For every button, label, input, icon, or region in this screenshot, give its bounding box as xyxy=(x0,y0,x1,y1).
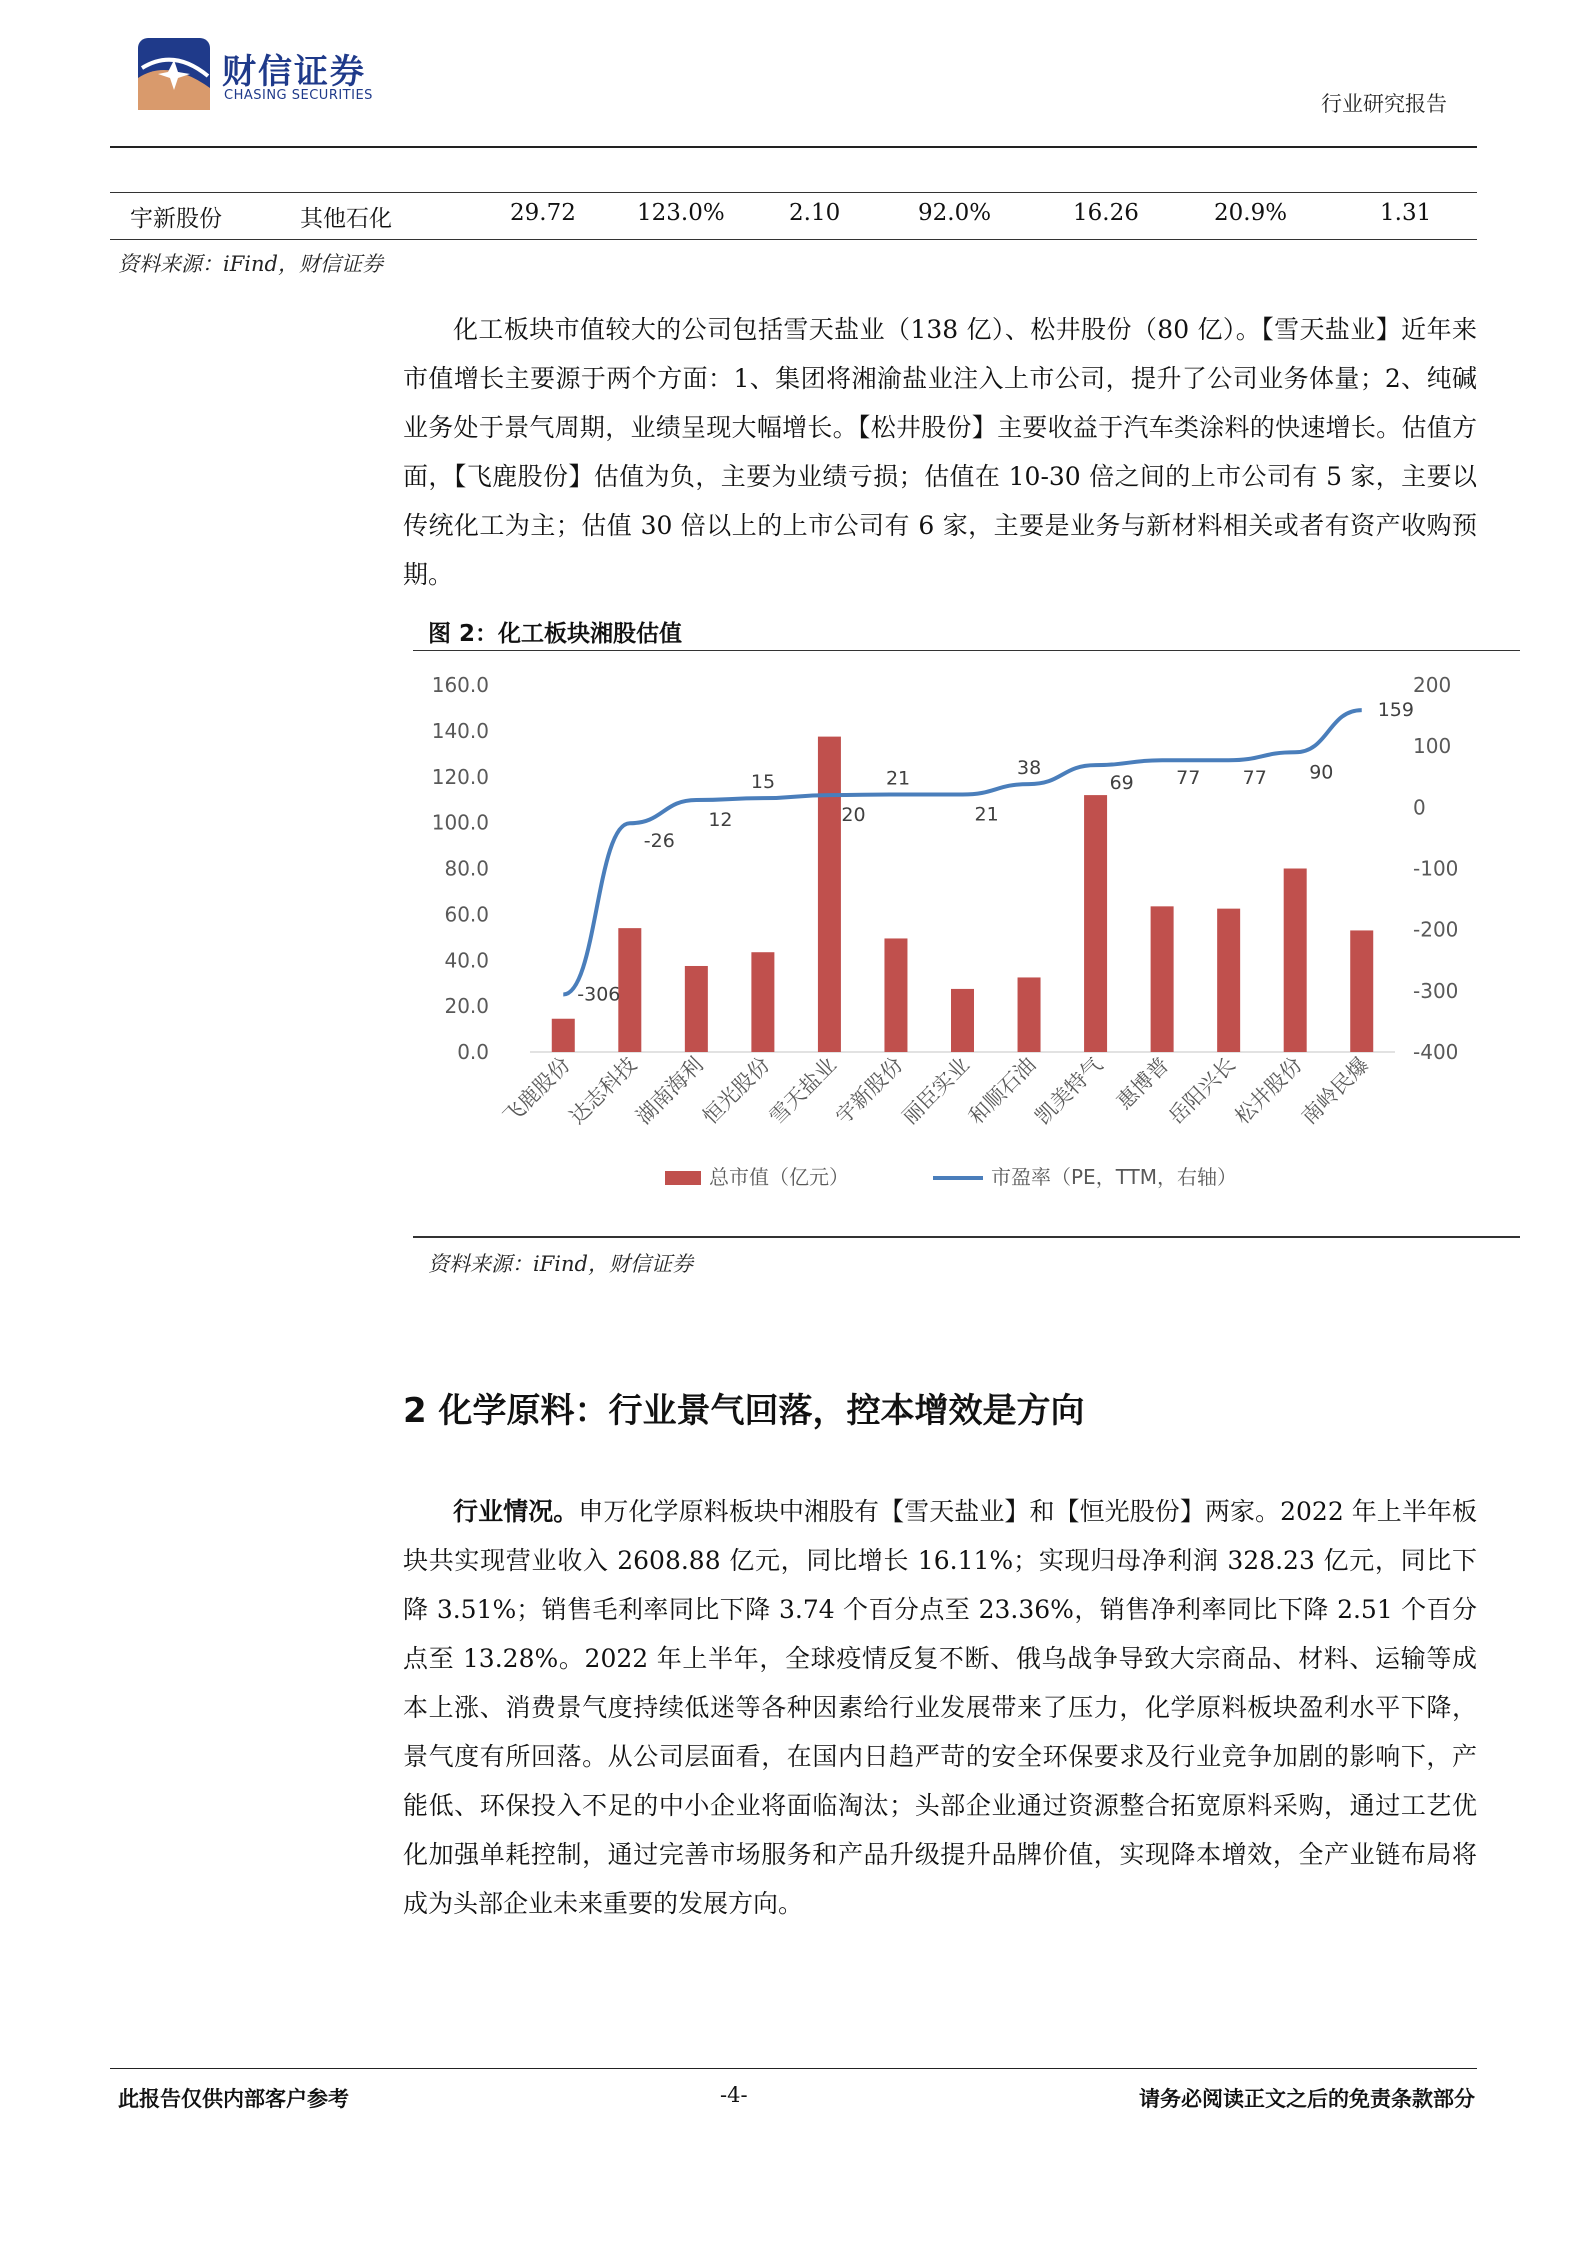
bar-market-cap xyxy=(884,938,907,1052)
bar-market-cap xyxy=(1018,977,1041,1052)
bar-market-cap xyxy=(552,1019,575,1052)
right-axis-tick-label: -300 xyxy=(1413,978,1459,1003)
left-axis-tick-label: 40.0 xyxy=(444,948,489,973)
bar-market-cap xyxy=(1084,795,1107,1052)
body-paragraph: 化工板块市值较大的公司包括雪天盐业（138 亿）、松井股份（80 亿）。【雪天盐业】近年来市值增长主要源于两个方面：1、集团将湘渝盐业注入上市公司，提升了公司业务体量；2、纯碱业务处于景气周期，业绩呈现大幅增长。【松井股份】主要收益于汽车类涂料的快速增长。估值方面，【飞鹿股份】估值为负，主要为业绩亏损；估值在 10-30 倍之间的上市公司有 5 家，主要以传统化工为主；估值 30 倍以上的上市公司有 6 家，主要是业务与新材料相关或者有资产收购预期。 xyxy=(403,315,1477,589)
right-axis-tick-label: -400 xyxy=(1413,1040,1459,1064)
valuation-chart xyxy=(413,652,1520,1236)
page-number: -4- xyxy=(720,2083,748,2107)
left-axis-tick-label: 20.0 xyxy=(444,994,489,1019)
table-cell-value: 123.0% xyxy=(637,200,725,226)
right-axis-tick-label: 100 xyxy=(1413,734,1452,759)
category-label: 岳阳兴长 xyxy=(1163,1052,1241,1129)
pe-data-label: 12 xyxy=(708,808,733,831)
paragraph-body: 申万化学原料板块中湘股有【雪天盐业】和【恒光股份】两家。2022 年上半年板块共实现营业收入 2608.88 亿元，同比增长 16.11%；实现归母净利润 328.23 亿元，同比下降 3.51%；销售毛利率同比下降 3.74 个百分点至 23.36%，销售净利率同比下降 2.51 个百分点至 13.28%。2022 年上半年，全球疫情反复不断、俄乌战争导致大宗商品、材料、运输等成本上涨、消费景气度持续低迷等各种因素给行业发展带来了压力，化学原料板块盈利水平下降，景气度有所回落。从公司层面看，在国内日趋严苛的安全环保要求及行业竞争加剧的影响下，产能低、环保投入不足的中小企业将面临淘汰；头部企业通过资源整合拓宽原料采购，通过工艺优化加强单耗控制，通过完善市场服务和产品升级提升品牌价值，实现降本增效，全产业链布局将成为头部企业未来重要的发展方向。 xyxy=(403,1497,1477,1918)
figure-source-note: 资料来源：iFind，财信证券 xyxy=(428,1252,693,1276)
category-label: 雪天盐业 xyxy=(764,1052,841,1129)
pe-data-label: 77 xyxy=(1176,767,1201,790)
right-axis-tick-label: -100 xyxy=(1413,856,1459,881)
footer-notice: 请务必阅读正文之后的免责条款部分 xyxy=(1139,2086,1475,2111)
pe-data-label: 21 xyxy=(974,803,999,826)
right-axis-tick-label: 200 xyxy=(1413,673,1452,697)
table-cell-value: 20.9% xyxy=(1214,200,1288,226)
left-axis xyxy=(432,673,489,1064)
pe-data-label: 15 xyxy=(750,771,776,794)
table-cell-value: 2.10 xyxy=(789,200,841,226)
pe-data-label: 159 xyxy=(1377,699,1414,722)
table-source-note: 资料来源：iFind，财信证券 xyxy=(118,252,383,276)
category-label: 飞鹿股份 xyxy=(498,1052,575,1129)
pe-data-label: 69 xyxy=(1109,772,1134,795)
figure-bottom-rule xyxy=(413,1236,1520,1238)
logo-text-en: CHASING SECURITIES xyxy=(224,88,373,103)
table-top-rule xyxy=(110,192,1477,193)
category-label: 恒光股份 xyxy=(698,1052,775,1129)
header-divider xyxy=(110,146,1477,148)
legend-label-pe: 市盈率（PE，TTM，右轴） xyxy=(991,1165,1238,1189)
category-labels xyxy=(498,1053,1373,1129)
paragraph-lead: 行业情况。 xyxy=(453,1497,579,1526)
category-label: 松井股份 xyxy=(1230,1052,1307,1129)
pe-data-label: 20 xyxy=(841,804,866,827)
right-axis xyxy=(1413,673,1458,1064)
bar-market-cap xyxy=(1284,869,1307,1053)
bar-market-cap xyxy=(1350,930,1373,1052)
table-bottom-rule xyxy=(110,239,1477,240)
left-axis-tick-label: 80.0 xyxy=(444,856,489,881)
footer-divider xyxy=(110,2068,1477,2069)
table-cell-value: 92.0% xyxy=(918,200,992,226)
table-cell-value: 16.26 xyxy=(1073,200,1139,226)
report-type-label: 行业研究报告 xyxy=(1321,92,1447,116)
bar-market-cap xyxy=(751,952,774,1052)
category-label: 惠博普 xyxy=(1112,1052,1174,1115)
table-cell-industry: 其他石化 xyxy=(300,206,392,232)
right-axis-tick-label: 0 xyxy=(1413,795,1426,820)
pe-data-label: -306 xyxy=(577,983,621,1006)
bar-market-cap xyxy=(685,966,708,1052)
left-axis-tick-label: 140.0 xyxy=(431,718,489,743)
pe-data-label: 38 xyxy=(1017,757,1042,780)
left-axis-tick-label: 160.0 xyxy=(431,673,489,697)
category-label: 湖南海利 xyxy=(631,1052,708,1129)
left-axis-tick-label: 100.0 xyxy=(431,810,489,835)
company-logo-icon xyxy=(138,38,210,110)
pe-data-label: 77 xyxy=(1242,767,1267,790)
bar-market-cap xyxy=(1217,909,1240,1052)
left-axis-tick-label: 60.0 xyxy=(444,902,489,927)
logo-text-cn: 财信证券 xyxy=(222,52,366,92)
bar-market-cap xyxy=(1151,906,1174,1052)
pe-data-label: 90 xyxy=(1309,761,1334,784)
category-label: 凯美特气 xyxy=(1030,1052,1108,1129)
category-label: 丽臣实业 xyxy=(897,1052,975,1129)
bar-market-cap xyxy=(818,737,841,1052)
section-heading: 2 化学原料：行业景气回落，控本增效是方向 xyxy=(403,1391,1085,1431)
category-label: 和顺石油 xyxy=(964,1052,1041,1129)
body-paragraph xyxy=(403,1487,1477,1928)
category-label: 南岭民爆 xyxy=(1296,1052,1374,1129)
pe-data-label: 21 xyxy=(885,767,911,790)
figure-top-rule xyxy=(413,650,1520,651)
pe-data-label: -26 xyxy=(643,830,675,853)
left-axis-tick-label: 0.0 xyxy=(457,1040,489,1064)
footer-disclaimer: 此报告仅供内部客户参考 xyxy=(118,2086,349,2111)
legend-swatch-market-cap xyxy=(665,1171,701,1185)
table-cell-company: 宇新股份 xyxy=(130,206,222,232)
chart-legend xyxy=(665,1165,1237,1189)
table-cell-value: 1.31 xyxy=(1380,200,1432,226)
pe-line xyxy=(563,710,1361,994)
table-cell-value: 29.72 xyxy=(510,200,576,226)
right-axis-tick-label: -200 xyxy=(1413,917,1459,942)
legend-label-market-cap: 总市值（亿元） xyxy=(709,1165,849,1189)
category-label: 达志科技 xyxy=(564,1052,642,1129)
bar-market-cap xyxy=(951,989,974,1052)
left-axis-tick-label: 120.0 xyxy=(431,764,489,789)
category-label: 宇新股份 xyxy=(831,1052,908,1129)
figure-title: 图 2：化工板块湘股估值 xyxy=(428,621,683,647)
bar-market-cap xyxy=(618,928,641,1052)
